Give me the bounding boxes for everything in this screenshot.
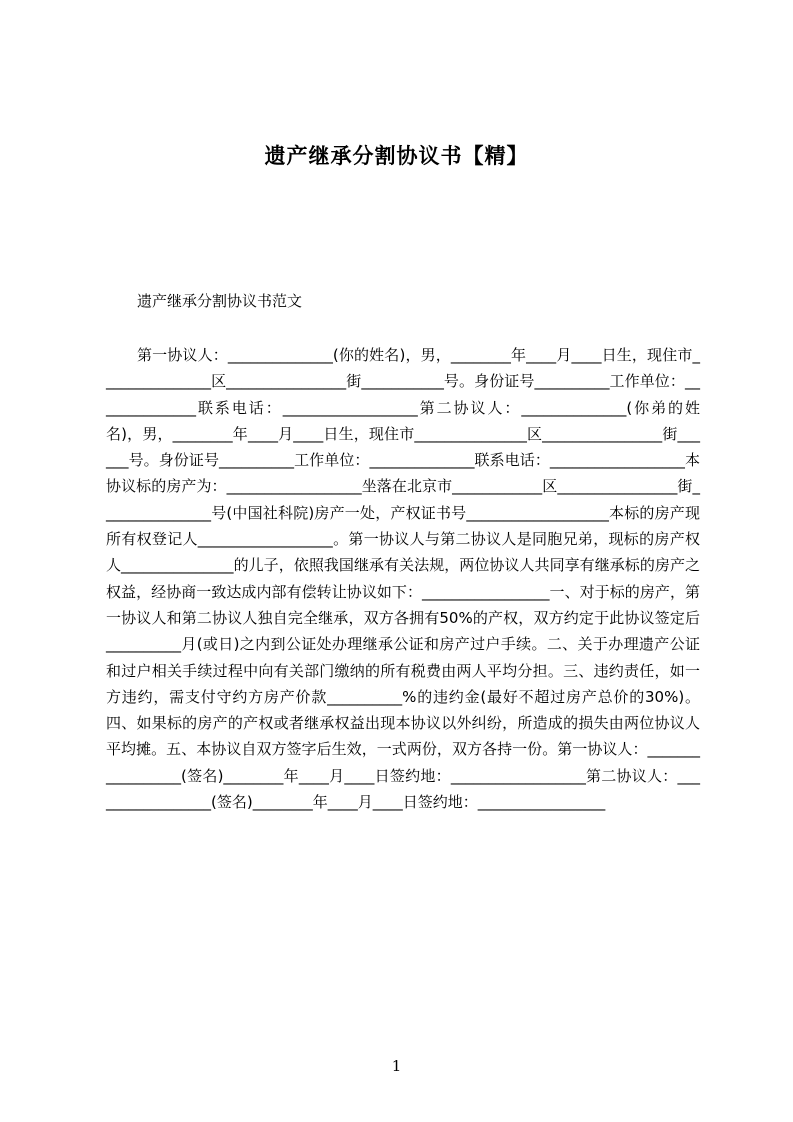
- agreement-body-text: 第一协议人：______________(你的姓名)，男，________年____月____日生，现住市_______________区________________街___________号。身份证号__________工作单位：______________联系电话：__________________第二协议人：______________(你弟的姓名)，男，________年____月____日生，现住市_______________区________________街______号。身份证号__________工作单位：______________联系电话：__________________本协议标的房产为：__________________坐落在北京市____________区________________街_______________号(中国社科院)房产一处，产权证书号___________________本标的房产现所有权登记人__________________。第一协议人与第二协议人是同胞兄弟，现标的房产权人_______________的儿子，依照我国继承有关法规，两位协议人共同享有继承标的房产之权益，经协商一致达成内部有偿转让协议如下：_________________一、对于标的房产，第一协议人和第二协议人独自完全继承，双方各拥有50%的产权，双方约定于此协议签定后__________月(或日)之内到公证处办理继承公证和房产过户手续。二、关于办理遗产公证和过户相关手续过程中向有关部门缴纳的所有税费由两人平均分担。三、违约责任，如一方违约，需支付守约方房产价款__________%的违约金(最好不超过房产总价的30%)。四、如果标的房产的产权或者继承权益出现本协议以外纠纷，所造成的损失由两位协议人平均摊。五、本协议自双方签字后生效，一式两份，双方各持一份。第一协议人：_________________(签名)________年____月____日签约地：__________________第二协议人：_________________(签名)________年____月____日签约地：_________________: [106, 346, 700, 812]
- document-subtitle: 遗产继承分割协议书范文: [137, 292, 303, 310]
- page-number: 1: [391, 1057, 402, 1075]
- document-title: 遗产继承分割协议书【精】: [264, 144, 529, 168]
